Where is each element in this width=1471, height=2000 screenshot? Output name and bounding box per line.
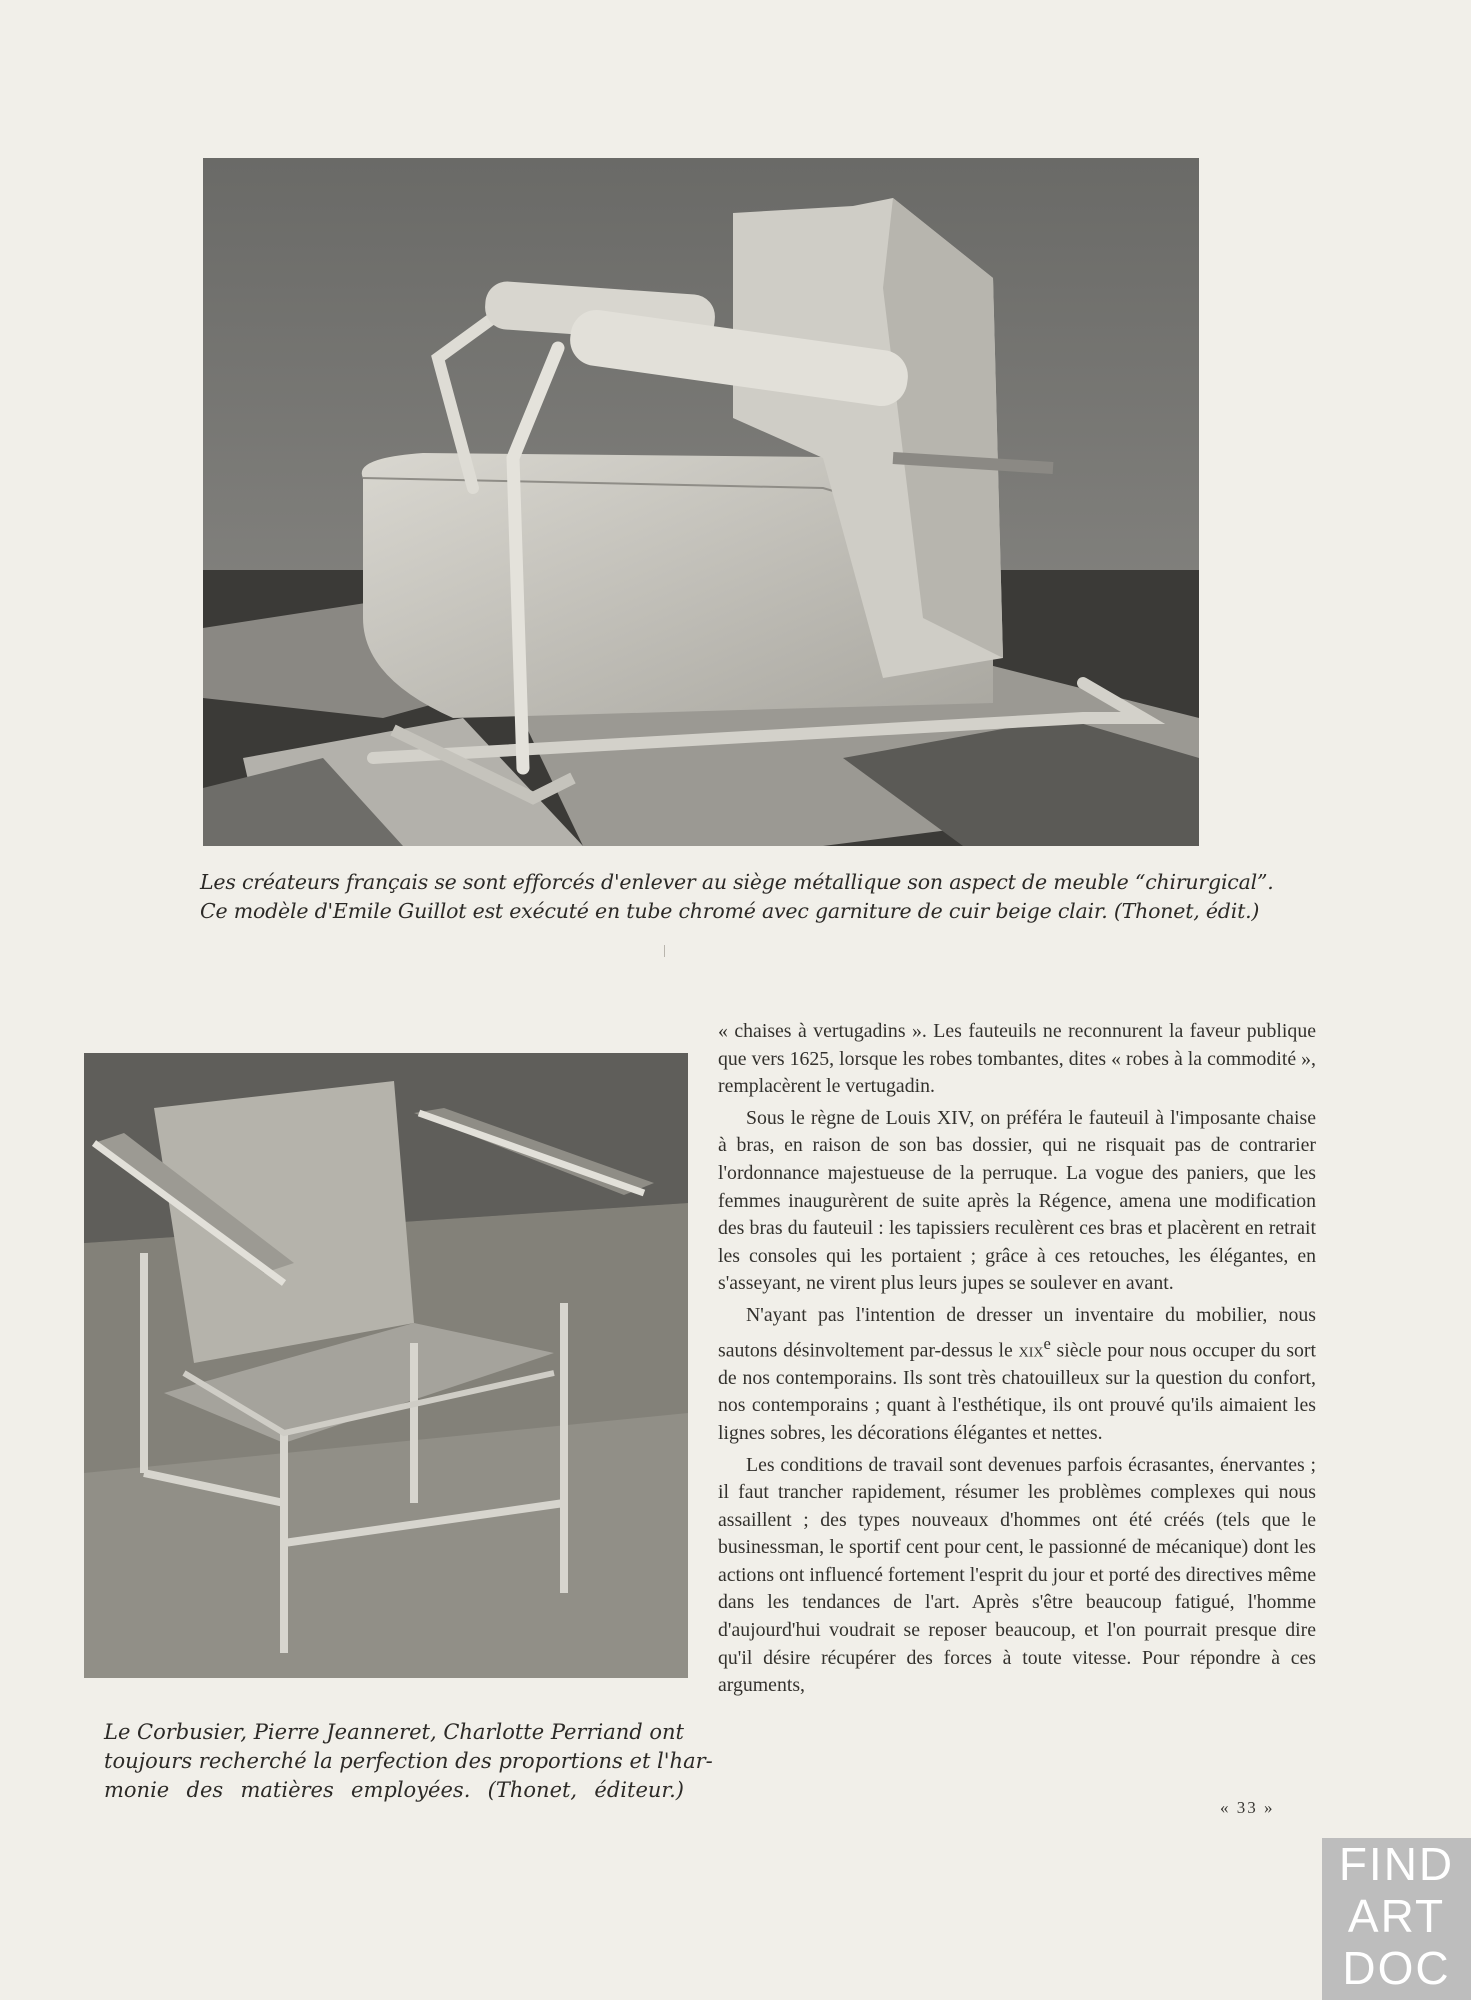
paragraph-text: N'ayant pas l'intention de dresser un inventaire du mobilier, nous sautons désinvoltement par-dessus le — [718, 1303, 1316, 1362]
findartdoc-watermark — [1322, 1838, 1471, 2000]
page-number — [1220, 1798, 1275, 1818]
caption-line: Le Corbusier, Pierre Jeanneret, Charlotte Perriand ont — [104, 1720, 684, 1744]
page-number-value: 33 — [1236, 1798, 1258, 1817]
photo-armchair-guillot — [203, 158, 1199, 846]
century-numeral: xix — [1018, 1339, 1044, 1362]
page-number-ornament: « — [1220, 1798, 1231, 1817]
paragraph: « chaises à vertugadins ». Les fauteuils ne reconnurent la faveur publique que vers 1625, lorsque les robes tombantes, dites « robes à la commodité », remplacèrent le vertugadin. — [718, 1020, 1316, 1098]
caption-armchair-guillot — [200, 868, 1274, 926]
paragraph-text: siècle pour nous occuper du sort de nos contemporains. Ils sont très chatouilleux sur la question du confort, nos contemporains ; quant à l'esthétique, ils ont prouvé qu'ils aimaient les lignes sobres, les décorations élégantes et nettes. — [718, 1339, 1316, 1444]
paragraph — [718, 1302, 1316, 1448]
century-superscript: e — [1043, 1333, 1051, 1353]
article-body — [718, 1018, 1316, 1704]
caption-line: toujours recherché la perfection des proportions et l'har- — [104, 1749, 713, 1773]
watermark-line: FIND — [1338, 1838, 1455, 1890]
page-number-ornament: » — [1264, 1798, 1275, 1817]
caption-line: Ce modèle d'Emile Guillot est exécuté en tube chromé avec garniture de cuir beige clair. (Thonet, édit.) — [200, 899, 1260, 923]
page-mark — [664, 945, 665, 957]
paragraph: Sous le règne de Louis XIV, on préféra le fauteuil à l'imposante chaise à bras, en raison de son bas dossier, qui ne risquait pas de contrarier l'ordonnance majestueuse de la perruque. La vogue des paniers, que les femmes inaugurèrent de suite après la Régence, amena une modification des bras du fauteuil : les tapissiers reculèrent ces bras et placèrent en retrait les consoles qui les portaient ; grâce à ces retouches, les élégantes, en s'asseyant, ne virent plus leurs jupes se soulever en avant. — [718, 1106, 1316, 1295]
watermark-line: DOC — [1342, 1942, 1451, 1994]
paragraph: Les conditions de travail sont devenues parfois écrasantes, énervantes ; il faut trancher rapidement, résumer les problèmes complexes qui nous assaillent ; des types nouveaux d'hommes ont été créés (tels que le businessman, le sportif cent pour cent, le passionné de mécanique) dont les actions ont influencé fortement l'esprit du jour et porté des directives même dans les tendances de l'art. Après s'être beaucoup fatigué, l'homme d'aujourd'hui voudrait se reposer beaucoup, et l'on pourrait presque dire qu'il désire récupérer des forces à toute vitesse. Pour répondre à ces arguments, — [718, 1453, 1316, 1697]
photo-armchair-le-corbusier — [84, 1053, 688, 1678]
caption-line: Les créateurs français se sont efforcés d'enlever au siège métallique son aspect de meuble “chirurgical”. — [200, 870, 1274, 894]
caption-line: monie des matières employées. (Thonet, éditeur.) — [104, 1778, 684, 1802]
watermark-line: ART — [1347, 1890, 1446, 1942]
caption-armchair-le-corbusier — [104, 1718, 713, 1805]
